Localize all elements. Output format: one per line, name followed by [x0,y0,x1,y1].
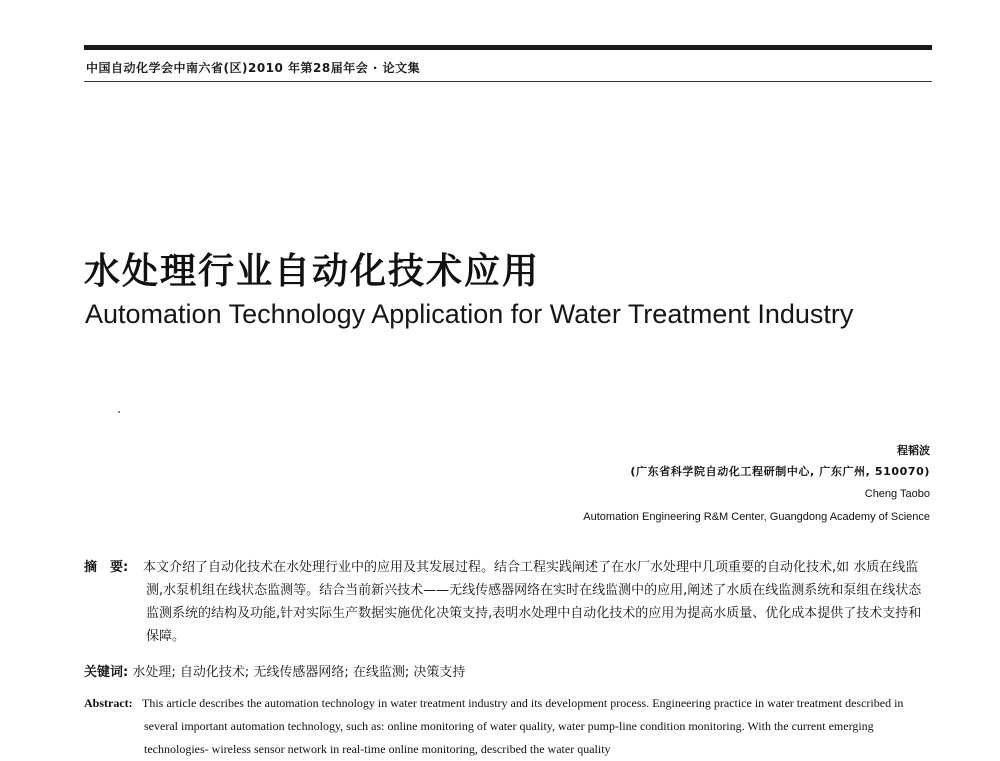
abstract-chinese-text: 本文介绍了自动化技术在水处理行业中的应用及其发展过程。结合工程实践阐述了在水厂水处理中几项重要的自动化技术,如 水质在线监测,水泵机组在线状态监测等。结合当前新兴技术——无线传感器网络在实时在线监测中的应用,阐述了水质在线监测系统和泵组在线状态监测系统的结构及功能,针对实际生产数据实施优化决策支持,表明水处理中自动化技术的应用为提高水质量、优化成本提供了技术支持和保障。 [143,560,922,644]
proceedings-header: 中国自动化学会中南六省(区)2010 年第28届年会 · 论文集 [86,61,421,75]
abstract-english [84,692,934,761]
author-name-english: Cheng Taobo [864,488,930,500]
author-name-chinese: 程韬波 [897,444,930,457]
author-affiliation-chinese: (广东省科学院自动化工程研制中心, 广东广州, 510070) [630,465,930,478]
abstract-english-label: Abstract: [84,696,133,710]
abstract-chinese-label: 摘 要: [84,560,129,575]
keywords-chinese-label: 关键词: [84,665,129,680]
title-chinese: 水处理行业自动化技术应用 [84,251,541,292]
title-english: Automation Technology Application for Water Treatment Industry [85,299,854,329]
author-affiliation-english: Automation Engineering R&M Center, Guangdong Academy of Science [583,511,930,523]
abstract-english-text: This article describes the automation technology in water treatment industry and its development process. Engineering practice in water treatment described in several important automation technology, such as: online monitoring of water quality, water pump-line condition monitoring. With the current emerging technologies- wireless sensor network in real-time online monitoring, described the water quality [142,696,904,756]
keywords-chinese [84,664,465,682]
header-rule [84,81,932,82]
stray-mark [118,411,120,413]
abstract-chinese [84,556,934,648]
author-block [430,444,930,524]
keywords-chinese-text: 水处理; 自动化技术; 无线传感器网络; 在线监测; 决策支持 [132,665,466,680]
top-rule [84,45,932,50]
